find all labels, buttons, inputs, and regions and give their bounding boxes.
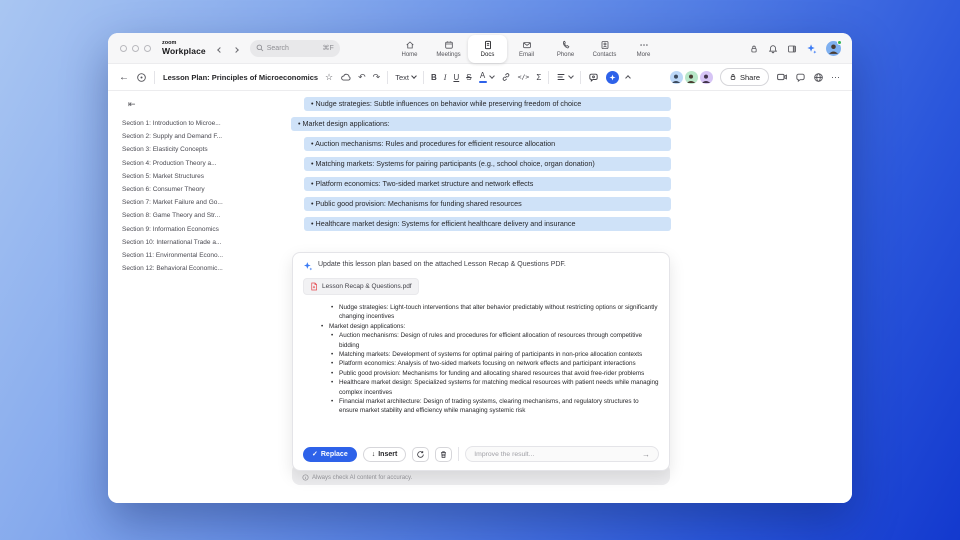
insert-label: Insert bbox=[378, 450, 398, 458]
chat-bubble-icon[interactable] bbox=[795, 72, 806, 83]
divider bbox=[458, 447, 459, 461]
tab-label: Email bbox=[518, 52, 534, 58]
global-search-input[interactable] bbox=[250, 40, 340, 57]
pdf-file-icon bbox=[310, 282, 318, 291]
collapse-outline-icon[interactable]: ⇤ bbox=[128, 99, 136, 109]
back-button[interactable]: ← bbox=[119, 71, 129, 83]
highlighted-bullet-line[interactable]: • Auction mechanisms: Rules and procedures for efficient resource allocation bbox=[304, 137, 671, 151]
share-lock-icon bbox=[729, 73, 737, 81]
document-title: Lesson Plan: Principles of Microeconomics bbox=[163, 72, 319, 82]
font-color-button[interactable]: A bbox=[479, 72, 487, 83]
ai-result-bullet: • Public good provision: Mechanisms for funding and allocating shared resources that avoid free-rider problems bbox=[321, 369, 659, 378]
outline-section-item[interactable]: Section 6: Consumer Theory bbox=[122, 186, 205, 194]
redo-icon[interactable]: ↷ bbox=[372, 71, 381, 82]
ai-result-bullet: • Matching markets: Development of systems for optimal pairing of participants in non-price allocation contexts bbox=[321, 350, 659, 359]
toolbar-more-icon[interactable]: ⋯ bbox=[831, 71, 841, 82]
maximize-window-button[interactable] bbox=[144, 45, 151, 52]
side-panel-icon[interactable] bbox=[787, 44, 797, 54]
phone-icon bbox=[561, 40, 571, 50]
trash-icon bbox=[439, 450, 448, 459]
outline-section-item[interactable]: Section 7: Market Failure and Go... bbox=[122, 199, 223, 207]
ai-result-bullet: • Nudge strategies: Light-touch interventions that alter behavior predictably without restricting options or significantly changing incentives bbox=[321, 303, 659, 322]
video-icon[interactable] bbox=[776, 71, 788, 83]
tab-meetings[interactable] bbox=[429, 35, 468, 63]
tab-docs[interactable] bbox=[468, 35, 507, 63]
minimize-window-button[interactable] bbox=[132, 45, 139, 52]
improve-result-input[interactable] bbox=[474, 451, 638, 458]
avatar-person-icon bbox=[700, 72, 712, 84]
ai-disclaimer-text: Always check AI content for accuracy. bbox=[312, 475, 413, 481]
tab-label: Phone bbox=[556, 52, 575, 58]
ai-sparkle-white-icon bbox=[609, 74, 616, 81]
comment-icon[interactable] bbox=[588, 72, 599, 83]
highlighted-bullet-line[interactable]: • Platform economics: Two-sided market structure and network effects bbox=[304, 177, 671, 191]
formula-button[interactable]: Σ bbox=[536, 72, 542, 82]
highlighted-bullet-line[interactable]: • Market design applications: bbox=[291, 117, 671, 131]
window-controls[interactable] bbox=[120, 45, 151, 52]
outline-section-item[interactable]: Section 3: Elasticity Concepts bbox=[122, 146, 208, 154]
divider bbox=[423, 71, 424, 84]
outline-section-item[interactable]: Section 5: Market Structures bbox=[122, 172, 205, 180]
tab-more[interactable] bbox=[624, 35, 663, 63]
divider bbox=[548, 71, 549, 84]
document-toolbar bbox=[108, 64, 852, 91]
collaborator-avatars bbox=[670, 71, 713, 84]
doc-badge-icon[interactable] bbox=[136, 72, 147, 83]
favorite-star-icon[interactable]: ☆ bbox=[325, 71, 334, 82]
outline-section-item[interactable]: Section 11: Environmental Econo... bbox=[122, 252, 224, 260]
ai-companion-sparkle-icon[interactable] bbox=[806, 43, 817, 54]
tab-label: Meetings bbox=[436, 52, 461, 58]
font-color-dropdown-icon[interactable] bbox=[489, 73, 495, 79]
ai-companion-button[interactable] bbox=[606, 71, 619, 84]
main-nav-tabs bbox=[390, 35, 663, 63]
collaborator-avatar[interactable] bbox=[685, 71, 698, 84]
divider bbox=[154, 71, 155, 84]
improve-result-field[interactable] bbox=[465, 446, 659, 462]
zoom-workplace-window bbox=[108, 33, 852, 503]
history-navigation bbox=[218, 39, 238, 57]
notifications-bell-icon[interactable] bbox=[768, 44, 778, 54]
align-dropdown-icon[interactable] bbox=[568, 73, 574, 79]
more-dots-icon bbox=[639, 40, 649, 50]
ai-result-bullet: • Auction mechanisms: Design of rules and procedures for efficient allocation of resources through competitive bidding bbox=[321, 331, 659, 350]
italic-button[interactable]: I bbox=[443, 72, 447, 82]
replace-button[interactable] bbox=[303, 447, 357, 462]
forward-nav-icon[interactable] bbox=[234, 39, 238, 57]
attachment-name: Lesson Recap & Questions.pdf bbox=[322, 283, 412, 290]
close-window-button[interactable] bbox=[120, 45, 127, 52]
link-icon[interactable] bbox=[501, 72, 511, 82]
highlighted-bullet-line[interactable]: • Nudge strategies: Subtle influences on behavior while preserving freedom of choice bbox=[304, 97, 671, 111]
collaborator-avatar[interactable] bbox=[700, 71, 713, 84]
submit-arrow-icon[interactable]: → bbox=[642, 449, 650, 459]
insert-button[interactable] bbox=[363, 447, 407, 462]
document-content-area bbox=[108, 91, 852, 503]
home-icon bbox=[405, 40, 415, 50]
bold-button[interactable]: B bbox=[430, 72, 437, 82]
tab-label: Docs bbox=[480, 52, 495, 58]
code-button[interactable]: </> bbox=[517, 73, 530, 81]
collaborator-avatar[interactable] bbox=[670, 71, 683, 84]
highlighted-bullet-line[interactable]: • Matching markets: Systems for pairing participants (e.g., school choice, organ donation) bbox=[304, 157, 671, 171]
text-style-dropdown[interactable]: Text bbox=[395, 73, 416, 82]
back-nav-icon[interactable] bbox=[218, 39, 222, 57]
delete-button[interactable] bbox=[435, 447, 452, 462]
highlighted-bullet-line[interactable]: • Healthcare market design: Systems for efficient healthcare delivery and insurance bbox=[304, 217, 671, 231]
ai-prompt-row bbox=[303, 261, 659, 271]
outline-section-item[interactable]: Section 10: International Trade a... bbox=[122, 238, 222, 246]
tab-label: Home bbox=[401, 52, 418, 58]
ai-companion-panel bbox=[292, 252, 670, 471]
outline-section-item[interactable]: Section 9: Information Economics bbox=[122, 225, 219, 233]
document-highlighted-text bbox=[291, 97, 671, 237]
ai-result-bullet: • Financial market architecture: Design of trading systems, clearing mechanisms, and regulatory structures to ensure market stability and efficiency while managing systemic risk bbox=[321, 397, 659, 416]
ai-result-bullet: • Market design applications: bbox=[321, 322, 659, 331]
share-label: Share bbox=[739, 72, 760, 82]
down-arrow-icon: ↓ bbox=[371, 450, 376, 458]
contacts-icon bbox=[600, 40, 610, 50]
docs-icon bbox=[483, 40, 493, 50]
regenerate-button[interactable] bbox=[412, 447, 429, 462]
calendar-icon bbox=[444, 40, 454, 50]
search-icon bbox=[256, 44, 264, 52]
outline-section-item[interactable]: Section 1: Introduction to Microe... bbox=[122, 120, 221, 127]
tab-label: Contacts bbox=[592, 52, 617, 58]
ai-result-bullet: • Healthcare market design: Specialized systems for matching medical resources with patient needs while managing complex incentives bbox=[321, 378, 659, 397]
highlighted-bullet-line[interactable]: • Public good provision: Mechanisms for funding shared resources bbox=[304, 197, 671, 211]
outline-sidebar bbox=[122, 99, 290, 275]
collapse-toolbar-icon[interactable] bbox=[625, 75, 631, 81]
share-button[interactable] bbox=[720, 68, 769, 86]
ai-action-bar bbox=[303, 446, 659, 462]
outline-section-item[interactable]: Section 8: Game Theory and Str... bbox=[122, 212, 221, 220]
tab-home[interactable] bbox=[390, 35, 429, 63]
outline-list bbox=[122, 117, 290, 275]
lock-icon[interactable] bbox=[749, 44, 759, 54]
align-icon[interactable] bbox=[556, 72, 566, 82]
outline-section-item[interactable]: Section 2: Supply and Demand F... bbox=[122, 133, 223, 141]
underline-button[interactable]: U bbox=[453, 72, 460, 82]
logo-zoom-text: zoom bbox=[162, 40, 177, 46]
check-icon: ✓ bbox=[312, 451, 318, 458]
tab-contacts[interactable] bbox=[585, 35, 624, 63]
cloud-saved-icon bbox=[340, 72, 351, 83]
email-icon bbox=[522, 40, 532, 50]
search-placeholder: Search bbox=[266, 44, 289, 52]
globe-icon[interactable] bbox=[813, 72, 824, 83]
titlebar-right-controls bbox=[749, 33, 841, 64]
replace-label: Replace bbox=[320, 450, 348, 458]
outline-section-item[interactable]: Section 4: Production Theory a... bbox=[122, 159, 217, 167]
logo-workplace-text: Workplace bbox=[162, 45, 206, 56]
zoom-workplace-logo bbox=[162, 41, 206, 55]
ai-prompt-text: Update this lesson plan based on the attached Lesson Recap & Questions PDF. bbox=[318, 261, 566, 268]
refresh-icon bbox=[416, 450, 425, 459]
tab-phone[interactable] bbox=[546, 35, 585, 63]
ai-sparkle-icon bbox=[303, 261, 313, 271]
divider bbox=[580, 71, 581, 84]
titlebar bbox=[108, 33, 852, 64]
avatar-person-icon bbox=[670, 72, 682, 84]
info-icon bbox=[302, 474, 309, 481]
ai-result-bullet: • Platform economics: Analysis of two-sided markets focusing on network effects and participant interactions bbox=[321, 359, 659, 368]
undo-icon[interactable]: ↶ bbox=[358, 71, 366, 82]
avatar-person-icon bbox=[685, 72, 697, 84]
search-shortcut: ⌘F bbox=[322, 45, 334, 52]
online-status-dot bbox=[837, 40, 842, 45]
ai-result-content bbox=[303, 303, 659, 416]
user-avatar[interactable] bbox=[826, 41, 841, 56]
divider bbox=[387, 71, 388, 84]
attachment-chip[interactable] bbox=[303, 278, 419, 295]
tab-label: More bbox=[636, 52, 651, 58]
tab-email[interactable] bbox=[507, 35, 546, 63]
strikethrough-button[interactable]: S bbox=[466, 72, 472, 82]
outline-section-item[interactable]: Section 12: Behavioral Economic... bbox=[122, 265, 223, 273]
